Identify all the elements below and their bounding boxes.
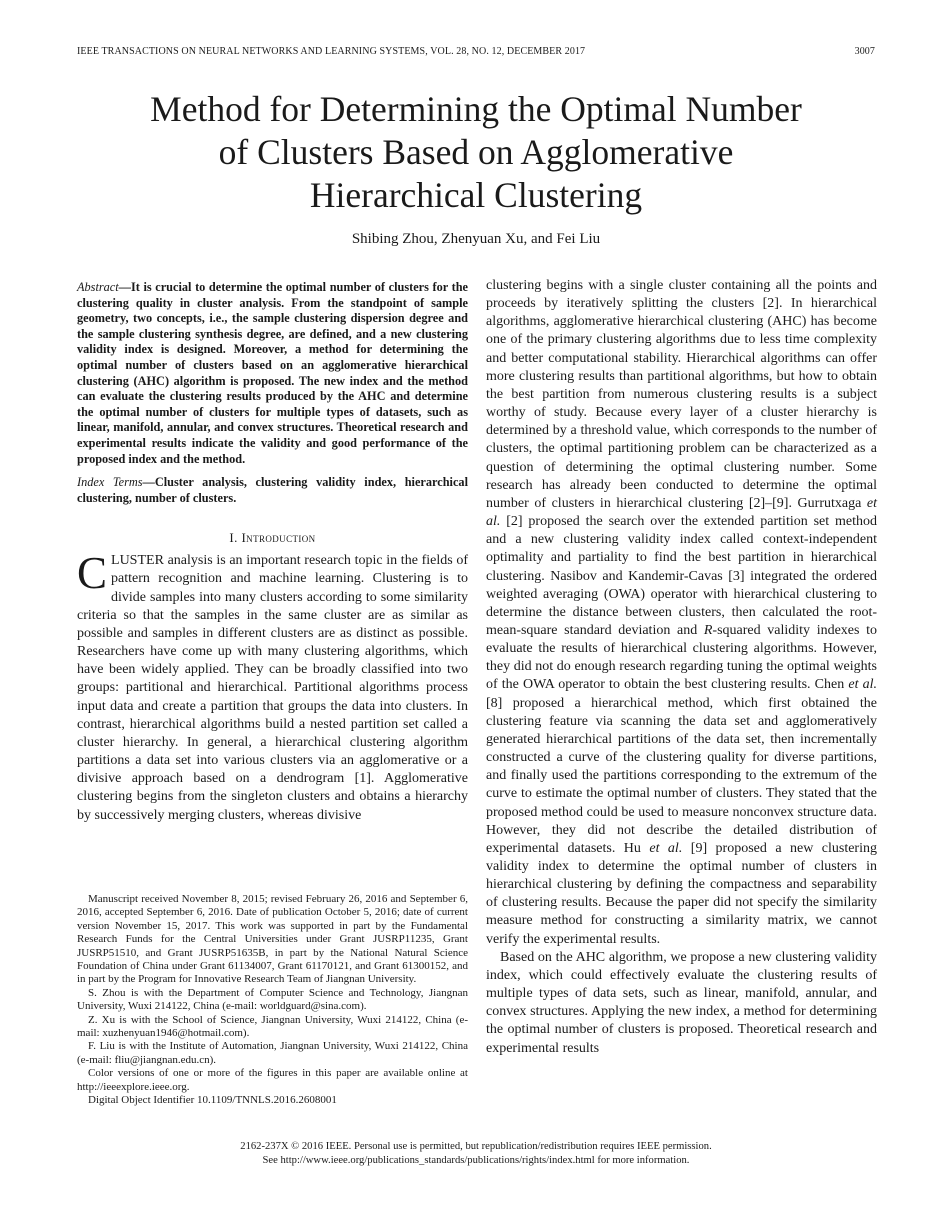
drop-cap: C	[77, 548, 108, 599]
left-column	[77, 280, 468, 825]
copyright-line-1: 2162-237X © 2016 IEEE. Personal use is permitted, but republication/redistribution requires IEEE permission.	[240, 1141, 712, 1152]
footnote-manuscript: Manuscript received November 8, 2015; revised February 26, 2016 and September 6, 2016, accepted September 6, 2016. Date of publication October 5, 2016; date of current version November 15, 2017. This work was supported in part by the Fundamental Research Funds for the Central Universities under Grant JUSRP11235, Grant JUSRP51510, and Grant JUSRP51635B, in part by the National Natural Science Foundation of China under Grant 61134007, Grant 61170121, and Grant 61300152, and in part by the Program for Innovative Research Team of Jiangnan University.	[77, 893, 468, 986]
right-paragraph-2: Based on the AHC algorithm, we propose a new clustering validity index, which could effectively evaluate the clustering results of multiple types of data sets, such as linear, manifold, annular, and convex structures. Applying the new index, a method for determining the optimal number of clusters is proposed. Theoretical research and experimental results	[486, 949, 877, 1056]
title-line-2: of Clusters Based on Agglomerative	[218, 132, 734, 172]
right-column	[486, 277, 877, 1058]
footnote-liu: F. Liu is with the Institute of Automation, Jiangnan University, Wuxi 214122, China (e-mail: fliu@jiangnan.edu.cn).	[77, 1040, 468, 1066]
author-list: Shibing Zhou, Zhenyuan Xu, and Fei Liu	[351, 231, 601, 247]
copyright-line-2: See http://www.ieee.org/publications_standards/publications/rights/index.html for more information.	[262, 1155, 690, 1166]
index-terms	[77, 475, 468, 506]
introduction-paragraph	[77, 548, 468, 824]
page-number: 3007	[854, 46, 875, 57]
right-text-b: [2] proposed the search over the extended partition set method and a new clustering validity index called context-independent optimality and partiality to find the best partition in hierarchical clustering. Nasibov and Kandemir-Cavas [3] integrated the ordered weighted averaging (OWA) operator with hierarchical clustering to determine the distance between clusters, then calculated the root-mean-square standard deviation and	[486, 514, 877, 638]
index-terms-text: Cluster analysis, clustering validity index, hierarchical clustering, number of clusters.	[77, 475, 468, 505]
footnote-xu: Z. Xu is with the School of Science, Jiangnan University, Wuxi 214122, China (e-mail: xuzhenyuan1946@hotmail.com).	[77, 1013, 468, 1040]
right-paragraph-1	[486, 277, 877, 949]
footnote-doi: Digital Object Identifier 10.1109/TNNLS.2016.2608001	[88, 1094, 337, 1107]
abstract	[77, 280, 468, 467]
et-al-2: et al.	[848, 677, 877, 693]
introduction-text: LUSTER analysis is an important research topic in the fields of pattern recognition and machine learning. Clustering is to divide samples into many clusters according to some similarity criteria so that the samples in the same cluster are as similar as possible and samples in different clusters are as distinct as possible. Researchers have come up with many clustering algorithms, which have been widely applied. They can be broadly classified into two groups: partitional and hierarchical. Partitional algorithms process input data and create a partition that groups the data into clusters. In contrast, hierarchical algorithms build a nested partition set called a cluster hierarchy. In general, a hierarchical clustering algorithm partitions a data set into various clusters via an agglomerative or a divisive approach based on a dendrogram [1]. Agglomerative clustering begins from the singleton clusters and obtains a hierarchy by successively merging clusters, whereas divisive	[77, 553, 468, 823]
index-terms-label: Index Terms	[77, 475, 143, 490]
r-squared-italic: R	[703, 622, 713, 638]
title-line-3: Hierarchical Clustering	[309, 175, 643, 215]
abstract-text: It is crucial to determine the optimal number of clusters for the clustering quality in cluster analysis. From the standpoint of sample geometry, two concepts, i.e., the sample clustering dispersion degree and the sample clustering synthesis degree, are defined, and a new clustering validity index is designed. Moreover, a method for determining the optimal number of clusters based on an agglomerative hierarchical clustering (AHC) algorithm is proposed. The new index and the method can evaluate the clustering results produced by the AHC and determine the optimal number of clusters for multiple types of datasets, such as linear, manifold, annular, and convex structures. Theoretical research and experimental results indicate the validity and good performance of the proposed index and the method.	[77, 280, 468, 466]
abstract-label: Abstract	[77, 280, 119, 294]
title-line-1: Method for Determining the Optimal Number	[150, 89, 802, 129]
et-al-1: et al.	[486, 495, 877, 530]
right-text-e: [9] proposed a new clustering validity index to determine the optimal number of clusters in hierarchical clustering by defining the compactness and separability of clustering results. Because the paper did not specify the similarity measure method for constructing a similarity matrix, we cannot verify the experimental results.	[486, 840, 877, 947]
index-terms-dash: —	[142, 475, 155, 490]
section-title: Introduction	[241, 530, 316, 546]
abstract-dash: —	[118, 280, 131, 294]
right-text-d: [8] proposed a hierarchical method, which first obtained the clustering feature via scanning the data set and agglomeratively generated hierarchical partitions of the data set, then incrementally constructed a curve of the clustering quality for diverse partitions, and finally used the partitions corresponding to the extremum of the curve to estimate the optimal number of clusters. They stated that the proposed method could be used to measure nonconvex structure data. However, they did not describe the detailed distribution of experimental datasets. Hu	[486, 695, 877, 856]
footnote-color: Color versions of one or more of the figures in this paper are available online at http://ieeexplore.ieee.org.	[77, 1067, 468, 1093]
footnote-zhou: S. Zhou is with the Department of Computer Science and Technology, Jiangnan University, Wuxi 214122, China (e-mail: worldguard@sina.com).	[77, 986, 468, 1013]
section-numeral: I.	[229, 530, 242, 546]
journal-name: IEEE TRANSACTIONS ON NEURAL NETWORKS AND LEARNING SYSTEMS, VOL. 28, NO. 12, DECEMBER 2017	[77, 46, 586, 57]
copyright-notice	[77, 1140, 875, 1168]
et-al-3: et al.	[649, 840, 683, 856]
section-heading-introduction	[77, 530, 468, 546]
footnotes	[77, 893, 468, 1108]
right-text-a: clustering begins with a single cluster containing all the points and proceeds by iteratively splitting the clusters [2]. In hierarchical algorithms, agglomerative hierarchical clustering (AHC) has become one of the primary clustering algorithms due to less time complexity and better computational stability. Hierarchical algorithms can offer more clustering results than partitional algorithms, but how to obtain the best partition from numerous clustering results is a subject worthy of study. Because every layer of a cluster hierarchy is determined by a threshold value, which corresponds to the number of clusters, the optimal partitioning problem can be characterized as a question of determining the optimal clustering number. Some research has already been conducted to determine the optimal number of clusters in hierarchical clustering [2]–[9]. Gurrutxaga	[486, 278, 877, 511]
paper-title	[77, 88, 875, 217]
right-text-c: -squared validity indexes to evaluate the results of hierarchical clustering algorithms. However, they did not do enough research regarding tuning the optimal weights of the OWA operator to obtain the best clustering results. Chen	[486, 622, 877, 693]
